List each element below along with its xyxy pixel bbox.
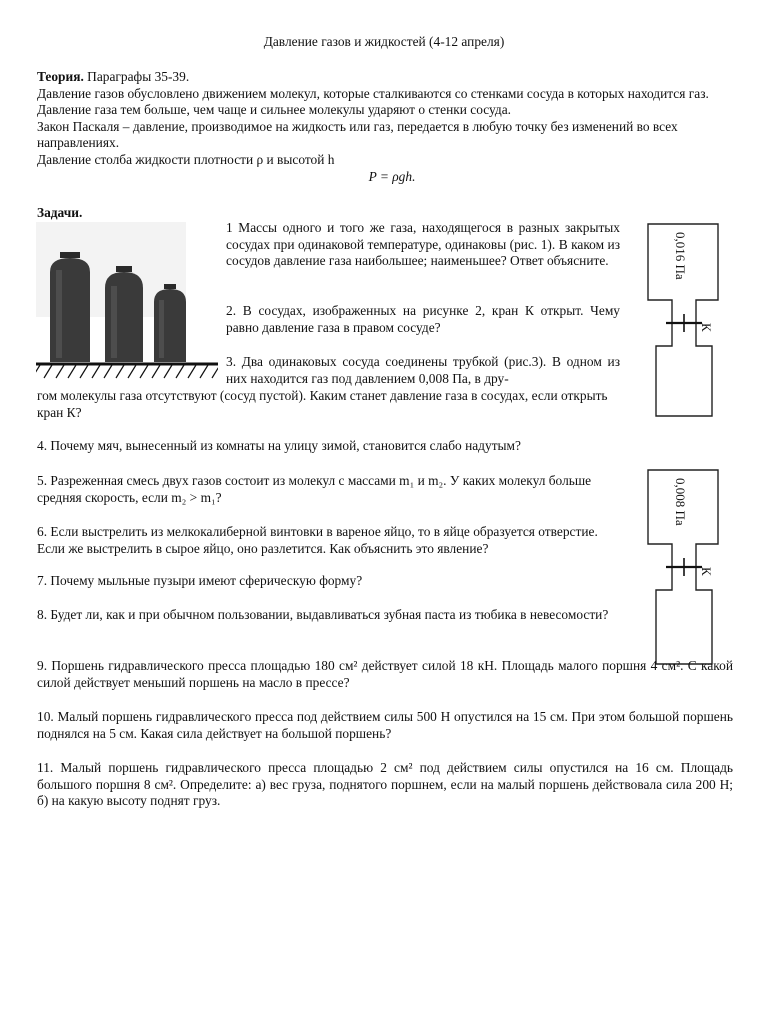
- theory-label: Теория.: [37, 69, 84, 84]
- task-1: 1 Массы одного и того же газа, находящегося в разных закрытых сосудах при одинаковой температуре, одинаковы (рис. 1). В каком из сосудов давление газа наибольшее; наименьшее? Ответ объясните.: [226, 220, 620, 269]
- task-6: 6. Если выстрелить из мелкокалиберной винтовки в вареное яйцо, то в яйце образуется отверстие. Если же выстрелить в сырое яйцо, оно разлетится. Как объяснить это явление?: [37, 524, 598, 556]
- task-10: 10. Малый поршень гидравлического пресса под действием силы 500 Н опустился на 15 см. При этом большой поршень поднялся на 5 см. Какая сила действует на большой поршень?: [37, 709, 733, 741]
- theory-column-pressure: Давление столба жидкости плотности ρ и высотой h: [37, 151, 335, 167]
- fig2-pressure-label: 0,016 Па: [673, 232, 688, 280]
- task-4: 4. Почему мяч, вынесенный из комнаты на улицу зимой, становится слабо надутым?: [37, 438, 521, 453]
- figure-vessels-2: [640, 220, 725, 422]
- fig3-valve-label: К: [699, 567, 714, 576]
- task-3-part-a: 3. Два одинаковых сосуда соединены трубкой (рис.3). В одном из них находится газ под давлением 0,008 Па, в дру-: [226, 354, 620, 386]
- theory-formula: P = ρgh.: [368, 168, 416, 184]
- theory-pascal-law: Закон Паскаля – давление, производимое на жидкость или газ, передается в любую точку без изменений во всех направлениях.: [37, 118, 678, 151]
- cylinder-small: [154, 284, 186, 362]
- tasks-heading: Задачи.: [37, 205, 83, 220]
- theory-section: [37, 69, 737, 185]
- fig3-pressure-label: 0,008 Па: [673, 478, 688, 526]
- task-9: 9. Поршень гидравлического пресса площадью 180 см² действует силой 18 кН. Площадь малого поршня 4 см². С какой силой действует меньший поршень на масло в прессе?: [37, 658, 733, 690]
- figure-cylinders: [36, 222, 218, 380]
- task-8: 8. Будет ли, как и при обычном пользовании, выдавливаться зубная паста из тюбика в невесомости?: [37, 607, 609, 622]
- figure-vessels-3: [640, 466, 725, 670]
- page-title: Давление газов и жидкостей (4-12 апреля): [263, 34, 505, 49]
- task-5: 5. Разреженная смесь двух газов состоит из молекул с массами m₁ и m₂. У каких молекул больше средняя скорость, если m₂ > m₁?: [37, 473, 592, 505]
- task-3-part-b: гом молекулы газа отсутствуют (сосуд пустой). Каким станет давление газа в сосудах, если открыть кран К?: [37, 388, 608, 420]
- task-2: 2. В сосудах, изображенных на рисунке 2, кран К открыт. Чему равно давление газа в правом сосуде?: [226, 303, 620, 335]
- fig2-valve-label: К: [699, 323, 714, 332]
- theory-heading: [37, 69, 737, 86]
- cylinder-large: [50, 252, 90, 362]
- theory-gas-pressure: Давление газов обусловлено движением молекул, которые сталкиваются со стенками сосуда в которых находится газ. Давление газа тем больше, чем чаще и сильнее молекулы ударяют о стенки сосуда.: [37, 85, 709, 118]
- task-11: 11. Малый поршень гидравлического пресса площадью 2 см² под действием силы опустился на 16 см. Площадь большого поршня 8 см². Определите: а) вес груза, поднятого поршнем, если на малый поршень действовала сила 200 Н; б) на какую высоту поднят груз.: [37, 760, 733, 809]
- cylinder-medium: [105, 266, 143, 362]
- task-7: 7. Почему мыльные пузыри имеют сферическую форму?: [37, 573, 363, 588]
- theory-paragraphs-ref: Параграфы 35-39.: [83, 69, 190, 84]
